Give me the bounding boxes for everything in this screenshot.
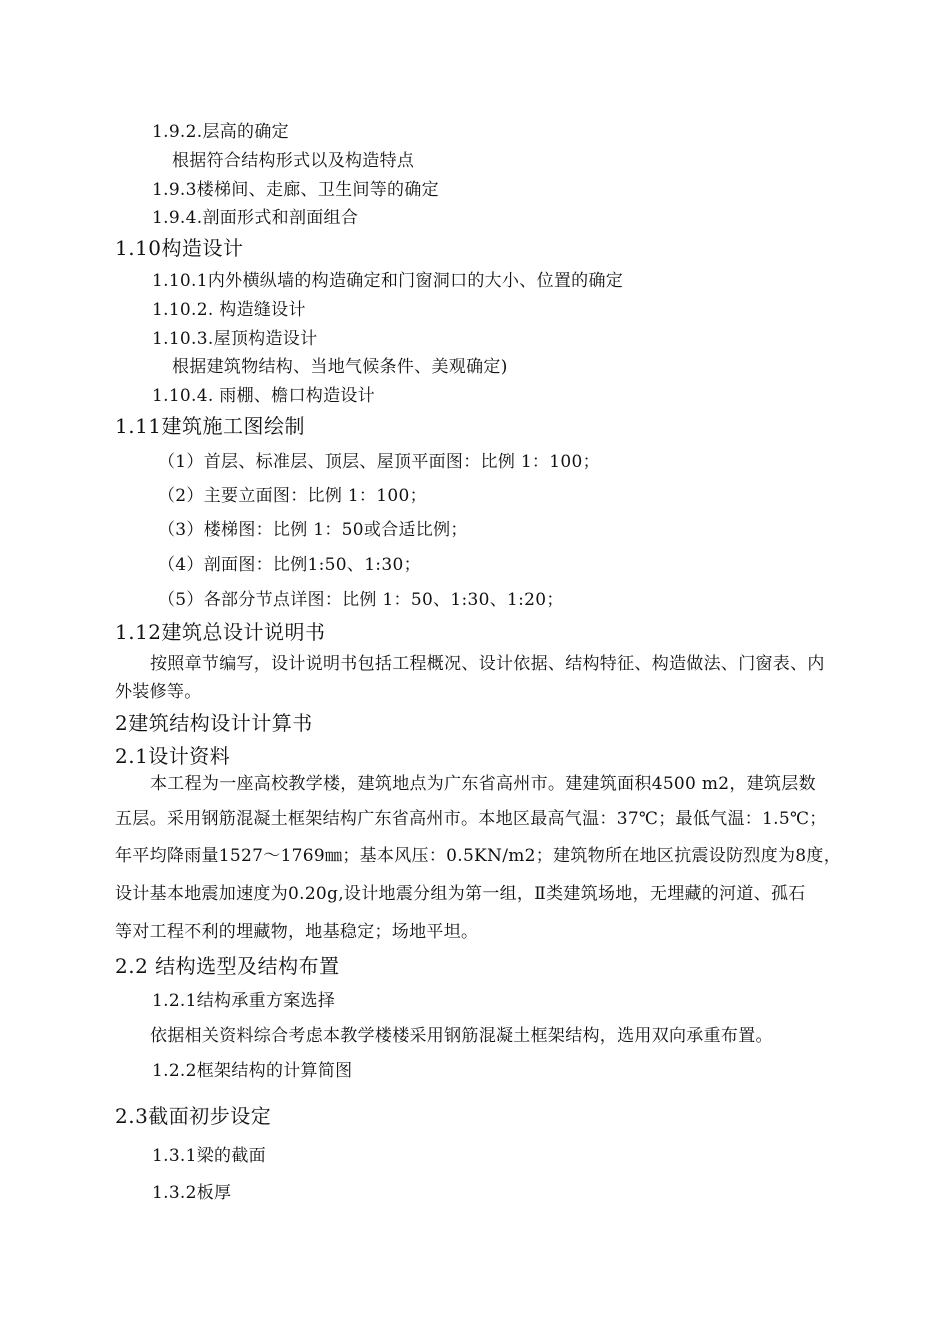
heading-1-12: 1.12建筑总设计说明书 bbox=[115, 620, 326, 644]
heading-1-10-2: 1.10.2. 构造缝设计 bbox=[152, 300, 306, 320]
list-item: （5）各部分节点详图：比例 1：50、1:30、1:20； bbox=[158, 590, 564, 610]
list-item: （4）剖面图：比例1:50、1:30； bbox=[158, 555, 421, 575]
paragraph-line: 五层。采用钢筋混凝土框架结构广东省高州市。本地区最高气温：37℃；最低气温：1.5℃； bbox=[115, 809, 827, 829]
heading-1-10: 1.10构造设计 bbox=[115, 236, 244, 260]
list-item: （1）首层、标准层、顶层、屋顶平面图：比例 1：100； bbox=[158, 452, 600, 472]
paragraph-line: 外装修等。 bbox=[115, 682, 202, 702]
list-item: （3）楼梯图：比例 1：50或合适比例； bbox=[158, 520, 468, 540]
paragraph-1-10-3: 根据建筑物结构、当地气候条件、美观确定) bbox=[172, 357, 508, 377]
paragraph-line: 等对工程不利的埋藏物，地基稳定；场地平坦。 bbox=[115, 922, 479, 942]
heading-2-3: 2.3截面初步设定 bbox=[115, 1104, 272, 1128]
heading-1-10-1: 1.10.1内外横纵墙的构造确定和门窗洞口的大小、位置的确定 bbox=[152, 271, 624, 291]
paragraph-line: 按照章节编写，设计说明书包括工程概况、设计依据、结构特征、构造做法、门窗表、内 bbox=[150, 654, 825, 674]
heading-2: 2建筑结构设计计算书 bbox=[115, 711, 313, 735]
paragraph-1-9-2: 根据符合结构形式以及构造特点 bbox=[172, 151, 415, 171]
heading-1-3-1: 1.3.1梁的截面 bbox=[152, 1146, 266, 1166]
heading-2-1: 2.1设计资料 bbox=[115, 744, 231, 768]
paragraph-line: 依据相关资料综合考虑本教学楼楼采用钢筋混凝土框架结构，选用双向承重布置。 bbox=[150, 1026, 773, 1046]
heading-1-9-4: 1.9.4.剖面形式和剖面组合 bbox=[152, 208, 359, 228]
heading-1-9-3: 1.9.3楼梯间、走廊、卫生间等的确定 bbox=[152, 180, 439, 200]
heading-1-10-3: 1.10.3.屋顶构造设计 bbox=[152, 329, 318, 349]
heading-1-3-2: 1.3.2板厚 bbox=[152, 1183, 232, 1203]
paragraph-line: 年平均降雨量1527～1769㎜；基本风压：0.5KN/m2；建筑物所在地区抗震设防烈度为8度， bbox=[115, 846, 842, 866]
heading-1-2-2: 1.2.2框架结构的计算简图 bbox=[152, 1061, 353, 1081]
heading-1-10-4: 1.10.4. 雨棚、檐口构造设计 bbox=[152, 386, 375, 406]
heading-1-9-2: 1.9.2.层高的确定 bbox=[152, 122, 289, 142]
list-item: （2）主要立面图：比例 1：100； bbox=[158, 486, 427, 506]
paragraph-line: 设计基本地震加速度为0.20g,设计地震分组为第一组，Ⅱ类建筑场地，无埋藏的河道、孤石 bbox=[115, 884, 806, 904]
heading-1-2-1: 1.2.1结构承重方案选择 bbox=[152, 991, 336, 1011]
heading-2-2: 2.2 结构选型及结构布置 bbox=[115, 954, 340, 978]
heading-1-11: 1.11建筑施工图绘制 bbox=[115, 414, 306, 438]
paragraph-line: 本工程为一座高校教学楼，建筑地点为广东省高州市。建建筑面积4500 m2，建筑层数 bbox=[150, 774, 816, 794]
